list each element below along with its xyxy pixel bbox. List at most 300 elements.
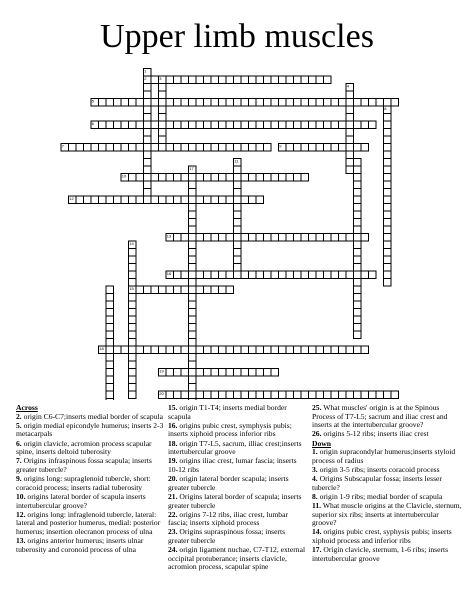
grid-cell[interactable] bbox=[151, 196, 159, 204]
grid-cell[interactable] bbox=[129, 391, 137, 399]
grid-cell[interactable] bbox=[189, 279, 197, 287]
grid-cell[interactable] bbox=[219, 196, 227, 204]
grid-cell[interactable] bbox=[144, 181, 152, 189]
grid-cell[interactable] bbox=[241, 234, 249, 242]
grid-cell[interactable] bbox=[181, 76, 189, 84]
grid-cell[interactable] bbox=[166, 369, 174, 377]
grid-cell[interactable] bbox=[189, 384, 197, 392]
grid-cell[interactable] bbox=[249, 144, 257, 152]
grid-cell[interactable] bbox=[264, 99, 272, 107]
grid-cell[interactable] bbox=[159, 136, 167, 144]
grid-cell[interactable] bbox=[204, 271, 212, 279]
grid-cell[interactable] bbox=[264, 144, 272, 152]
grid-cell[interactable] bbox=[354, 294, 362, 302]
grid-cell[interactable] bbox=[384, 166, 392, 174]
grid-cell[interactable] bbox=[384, 234, 392, 242]
grid-cell[interactable] bbox=[384, 189, 392, 197]
grid-cell[interactable] bbox=[159, 144, 167, 152]
grid-cell[interactable] bbox=[189, 121, 197, 129]
grid-cell[interactable] bbox=[129, 309, 137, 317]
grid-cell[interactable] bbox=[279, 174, 287, 182]
grid-cell[interactable] bbox=[211, 196, 219, 204]
grid-cell[interactable] bbox=[241, 196, 249, 204]
grid-cell[interactable] bbox=[376, 391, 384, 399]
grid-cell[interactable] bbox=[234, 249, 242, 257]
grid-cell[interactable] bbox=[339, 271, 347, 279]
grid-cell[interactable] bbox=[121, 196, 129, 204]
grid-cell[interactable] bbox=[151, 286, 159, 294]
grid-cell[interactable] bbox=[159, 99, 167, 107]
grid-cell[interactable] bbox=[159, 121, 167, 129]
grid-cell[interactable] bbox=[286, 76, 294, 84]
grid-cell[interactable] bbox=[234, 196, 242, 204]
grid-cell[interactable] bbox=[181, 346, 189, 354]
grid-cell[interactable] bbox=[159, 196, 167, 204]
grid-cell[interactable] bbox=[309, 144, 317, 152]
grid-cell[interactable] bbox=[159, 174, 167, 182]
grid-cell[interactable] bbox=[301, 144, 309, 152]
grid-cell[interactable] bbox=[354, 196, 362, 204]
grid-cell[interactable] bbox=[354, 181, 362, 189]
grid-cell[interactable] bbox=[159, 106, 167, 114]
grid-cell[interactable] bbox=[391, 391, 399, 399]
grid-cell[interactable] bbox=[129, 316, 137, 324]
grid-cell[interactable] bbox=[301, 76, 309, 84]
grid-cell[interactable] bbox=[189, 204, 197, 212]
grid-cell[interactable] bbox=[189, 226, 197, 234]
grid-cell[interactable] bbox=[354, 99, 362, 107]
grid-cell[interactable] bbox=[129, 256, 137, 264]
grid-cell[interactable] bbox=[249, 369, 257, 377]
grid-cell[interactable] bbox=[354, 121, 362, 129]
grid-cell[interactable] bbox=[354, 174, 362, 182]
grid-cell[interactable] bbox=[189, 339, 197, 347]
grid-cell[interactable] bbox=[159, 114, 167, 122]
grid-cell[interactable] bbox=[189, 361, 197, 369]
grid-cell[interactable] bbox=[361, 234, 369, 242]
grid-cell[interactable] bbox=[106, 196, 114, 204]
grid-cell[interactable] bbox=[286, 99, 294, 107]
grid-cell[interactable] bbox=[181, 174, 189, 182]
grid-cell[interactable] bbox=[294, 174, 302, 182]
grid-cell[interactable] bbox=[219, 99, 227, 107]
grid-cell[interactable] bbox=[339, 144, 347, 152]
grid-cell[interactable] bbox=[324, 234, 332, 242]
grid-cell[interactable] bbox=[211, 76, 219, 84]
grid-cell[interactable] bbox=[354, 219, 362, 227]
grid-cell[interactable] bbox=[361, 121, 369, 129]
grid-cell[interactable] bbox=[219, 234, 227, 242]
grid-cell[interactable] bbox=[354, 391, 362, 399]
grid-cell[interactable] bbox=[346, 99, 354, 107]
grid-cell[interactable] bbox=[196, 271, 204, 279]
grid-cell[interactable] bbox=[151, 121, 159, 129]
grid-cell[interactable] bbox=[234, 234, 242, 242]
grid-cell[interactable] bbox=[234, 271, 242, 279]
grid-cell[interactable] bbox=[159, 91, 167, 99]
grid-cell[interactable] bbox=[286, 271, 294, 279]
grid-cell[interactable] bbox=[144, 144, 152, 152]
grid-cell[interactable] bbox=[106, 339, 114, 347]
grid-cell[interactable] bbox=[241, 271, 249, 279]
grid-cell[interactable] bbox=[309, 234, 317, 242]
grid-cell[interactable] bbox=[181, 286, 189, 294]
grid-cell[interactable] bbox=[204, 346, 212, 354]
grid-cell[interactable] bbox=[234, 369, 242, 377]
grid-cell[interactable] bbox=[391, 99, 399, 107]
grid-cell[interactable] bbox=[286, 174, 294, 182]
grid-cell[interactable] bbox=[384, 151, 392, 159]
grid-cell[interactable] bbox=[369, 121, 377, 129]
grid-cell[interactable] bbox=[136, 144, 144, 152]
grid-cell[interactable] bbox=[301, 174, 309, 182]
grid-cell[interactable] bbox=[189, 324, 197, 332]
grid-cell[interactable] bbox=[189, 331, 197, 339]
grid-cell[interactable] bbox=[99, 196, 107, 204]
grid-cell[interactable] bbox=[189, 211, 197, 219]
grid-cell[interactable] bbox=[181, 369, 189, 377]
grid-cell[interactable] bbox=[204, 369, 212, 377]
grid-cell[interactable] bbox=[301, 121, 309, 129]
grid-cell[interactable] bbox=[271, 271, 279, 279]
grid-cell[interactable] bbox=[279, 121, 287, 129]
grid-cell[interactable] bbox=[384, 249, 392, 257]
grid-cell[interactable] bbox=[234, 256, 242, 264]
grid-cell[interactable] bbox=[106, 121, 114, 129]
grid-cell[interactable] bbox=[144, 99, 152, 107]
grid-cell[interactable] bbox=[384, 144, 392, 152]
grid-cell[interactable] bbox=[264, 121, 272, 129]
grid-cell[interactable] bbox=[144, 106, 152, 114]
grid-cell[interactable] bbox=[264, 369, 272, 377]
grid-cell[interactable] bbox=[84, 196, 92, 204]
grid-cell[interactable] bbox=[189, 196, 197, 204]
grid-cell[interactable] bbox=[129, 369, 137, 377]
grid-cell[interactable] bbox=[354, 249, 362, 257]
grid-cell[interactable] bbox=[189, 249, 197, 257]
grid-cell[interactable] bbox=[301, 271, 309, 279]
grid-cell[interactable] bbox=[106, 294, 114, 302]
grid-cell[interactable] bbox=[249, 174, 257, 182]
grid-cell[interactable] bbox=[144, 196, 152, 204]
grid-cell[interactable] bbox=[354, 346, 362, 354]
grid-cell[interactable] bbox=[204, 76, 212, 84]
grid-cell[interactable] bbox=[301, 391, 309, 399]
grid-cell[interactable] bbox=[294, 391, 302, 399]
grid-cell[interactable] bbox=[354, 159, 362, 167]
grid-cell[interactable] bbox=[196, 369, 204, 377]
grid-cell[interactable] bbox=[129, 174, 137, 182]
grid-cell[interactable] bbox=[151, 99, 159, 107]
grid-cell[interactable] bbox=[196, 121, 204, 129]
grid-cell[interactable] bbox=[151, 76, 159, 84]
grid-cell[interactable] bbox=[354, 189, 362, 197]
grid-cell[interactable] bbox=[129, 294, 137, 302]
grid-cell[interactable] bbox=[384, 121, 392, 129]
grid-cell[interactable] bbox=[234, 226, 242, 234]
grid-cell[interactable] bbox=[354, 301, 362, 309]
grid-cell[interactable] bbox=[234, 264, 242, 272]
grid-cell[interactable] bbox=[324, 99, 332, 107]
grid-cell[interactable] bbox=[226, 76, 234, 84]
grid-cell[interactable] bbox=[264, 174, 272, 182]
grid-cell[interactable] bbox=[384, 241, 392, 249]
grid-cell[interactable] bbox=[384, 129, 392, 137]
grid-cell[interactable] bbox=[196, 346, 204, 354]
grid-cell[interactable] bbox=[226, 121, 234, 129]
grid-cell[interactable] bbox=[174, 76, 182, 84]
grid-cell[interactable] bbox=[211, 391, 219, 399]
grid-cell[interactable] bbox=[316, 391, 324, 399]
grid-cell[interactable] bbox=[121, 121, 129, 129]
grid-cell[interactable] bbox=[144, 129, 152, 137]
grid-cell[interactable] bbox=[129, 249, 137, 257]
grid-cell[interactable] bbox=[354, 234, 362, 242]
grid-cell[interactable] bbox=[346, 91, 354, 99]
grid-cell[interactable] bbox=[151, 346, 159, 354]
grid-cell[interactable] bbox=[249, 391, 257, 399]
grid-cell[interactable] bbox=[196, 391, 204, 399]
grid-cell[interactable] bbox=[361, 391, 369, 399]
grid-cell[interactable] bbox=[354, 241, 362, 249]
grid-cell[interactable] bbox=[241, 99, 249, 107]
grid-cell[interactable] bbox=[211, 174, 219, 182]
grid-cell[interactable] bbox=[196, 76, 204, 84]
grid-cell[interactable] bbox=[234, 219, 242, 227]
grid-cell[interactable] bbox=[189, 354, 197, 362]
grid-cell[interactable] bbox=[196, 286, 204, 294]
grid-cell[interactable] bbox=[166, 99, 174, 107]
grid-cell[interactable] bbox=[384, 391, 392, 399]
grid-cell[interactable] bbox=[189, 144, 197, 152]
grid-cell[interactable] bbox=[384, 174, 392, 182]
grid-cell[interactable] bbox=[166, 174, 174, 182]
grid-cell[interactable] bbox=[106, 399, 114, 401]
grid-cell[interactable] bbox=[219, 76, 227, 84]
grid-cell[interactable] bbox=[309, 346, 317, 354]
grid-cell[interactable] bbox=[189, 316, 197, 324]
grid-cell[interactable] bbox=[106, 144, 114, 152]
grid-cell[interactable] bbox=[166, 144, 174, 152]
grid-cell[interactable] bbox=[106, 391, 114, 399]
grid-cell[interactable] bbox=[346, 159, 354, 167]
grid-cell[interactable] bbox=[144, 346, 152, 354]
grid-cell[interactable] bbox=[189, 309, 197, 317]
grid-cell[interactable] bbox=[114, 121, 122, 129]
grid-cell[interactable] bbox=[129, 354, 137, 362]
grid-cell[interactable] bbox=[129, 121, 137, 129]
grid-cell[interactable] bbox=[174, 196, 182, 204]
grid-cell[interactable] bbox=[309, 99, 317, 107]
grid-cell[interactable] bbox=[211, 346, 219, 354]
grid-cell[interactable] bbox=[271, 76, 279, 84]
grid-cell[interactable] bbox=[219, 286, 227, 294]
grid-cell[interactable] bbox=[106, 301, 114, 309]
grid-cell[interactable] bbox=[361, 271, 369, 279]
grid-cell[interactable] bbox=[324, 391, 332, 399]
grid-cell[interactable] bbox=[271, 391, 279, 399]
grid-cell[interactable] bbox=[316, 346, 324, 354]
grid-cell[interactable] bbox=[144, 189, 152, 197]
grid-cell[interactable] bbox=[196, 234, 204, 242]
grid-cell[interactable] bbox=[129, 196, 137, 204]
grid-cell[interactable] bbox=[271, 369, 279, 377]
grid-cell[interactable] bbox=[204, 286, 212, 294]
grid-cell[interactable] bbox=[234, 166, 242, 174]
grid-cell[interactable] bbox=[159, 129, 167, 137]
grid-cell[interactable] bbox=[331, 346, 339, 354]
grid-cell[interactable] bbox=[324, 76, 332, 84]
grid-cell[interactable] bbox=[129, 144, 137, 152]
grid-cell[interactable] bbox=[294, 144, 302, 152]
grid-cell[interactable] bbox=[339, 121, 347, 129]
grid-cell[interactable] bbox=[234, 346, 242, 354]
grid-cell[interactable] bbox=[234, 99, 242, 107]
grid-cell[interactable] bbox=[346, 234, 354, 242]
grid-cell[interactable] bbox=[279, 391, 287, 399]
grid-cell[interactable] bbox=[354, 324, 362, 332]
grid-cell[interactable] bbox=[354, 271, 362, 279]
grid-cell[interactable] bbox=[211, 286, 219, 294]
grid-cell[interactable] bbox=[144, 174, 152, 182]
grid-cell[interactable] bbox=[136, 121, 144, 129]
grid-cell[interactable] bbox=[316, 144, 324, 152]
grid-cell[interactable] bbox=[129, 264, 137, 272]
grid-cell[interactable] bbox=[219, 121, 227, 129]
grid-cell[interactable] bbox=[384, 114, 392, 122]
grid-cell[interactable] bbox=[174, 234, 182, 242]
grid-cell[interactable] bbox=[384, 136, 392, 144]
grid-cell[interactable] bbox=[114, 196, 122, 204]
grid-cell[interactable] bbox=[354, 309, 362, 317]
grid-cell[interactable] bbox=[189, 241, 197, 249]
grid-cell[interactable] bbox=[174, 121, 182, 129]
grid-cell[interactable] bbox=[189, 99, 197, 107]
grid-cell[interactable] bbox=[339, 391, 347, 399]
grid-cell[interactable] bbox=[189, 346, 197, 354]
grid-cell[interactable] bbox=[234, 211, 242, 219]
grid-cell[interactable] bbox=[129, 99, 137, 107]
grid-cell[interactable] bbox=[181, 99, 189, 107]
grid-cell[interactable] bbox=[256, 271, 264, 279]
grid-cell[interactable] bbox=[256, 391, 264, 399]
grid-cell[interactable] bbox=[256, 369, 264, 377]
grid-cell[interactable] bbox=[264, 234, 272, 242]
grid-cell[interactable] bbox=[219, 144, 227, 152]
grid-cell[interactable] bbox=[181, 144, 189, 152]
grid-cell[interactable] bbox=[331, 99, 339, 107]
grid-cell[interactable] bbox=[189, 399, 197, 401]
grid-cell[interactable] bbox=[129, 331, 137, 339]
grid-cell[interactable] bbox=[159, 84, 167, 92]
grid-cell[interactable] bbox=[129, 301, 137, 309]
grid-cell[interactable] bbox=[174, 144, 182, 152]
grid-cell[interactable] bbox=[204, 391, 212, 399]
grid-cell[interactable] bbox=[316, 99, 324, 107]
grid-cell[interactable] bbox=[279, 234, 287, 242]
grid-cell[interactable] bbox=[189, 76, 197, 84]
grid-cell[interactable] bbox=[151, 144, 159, 152]
grid-cell[interactable] bbox=[189, 271, 197, 279]
grid-cell[interactable] bbox=[354, 316, 362, 324]
grid-cell[interactable] bbox=[234, 121, 242, 129]
grid-cell[interactable] bbox=[354, 264, 362, 272]
grid-cell[interactable] bbox=[241, 391, 249, 399]
grid-cell[interactable] bbox=[204, 196, 212, 204]
grid-cell[interactable] bbox=[324, 144, 332, 152]
grid-cell[interactable] bbox=[211, 271, 219, 279]
grid-cell[interactable] bbox=[346, 144, 354, 152]
grid-cell[interactable] bbox=[361, 346, 369, 354]
grid-cell[interactable] bbox=[234, 391, 242, 399]
grid-cell[interactable] bbox=[196, 196, 204, 204]
grid-cell[interactable] bbox=[144, 286, 152, 294]
grid-cell[interactable] bbox=[226, 271, 234, 279]
grid-cell[interactable] bbox=[189, 286, 197, 294]
grid-cell[interactable] bbox=[256, 346, 264, 354]
grid-cell[interactable] bbox=[316, 271, 324, 279]
grid-cell[interactable] bbox=[361, 99, 369, 107]
grid-cell[interactable] bbox=[99, 121, 107, 129]
grid-cell[interactable] bbox=[249, 271, 257, 279]
grid-cell[interactable] bbox=[181, 271, 189, 279]
grid-cell[interactable] bbox=[271, 99, 279, 107]
grid-cell[interactable] bbox=[249, 121, 257, 129]
grid-cell[interactable] bbox=[211, 144, 219, 152]
grid-cell[interactable] bbox=[189, 264, 197, 272]
grid-cell[interactable] bbox=[166, 391, 174, 399]
grid-cell[interactable] bbox=[226, 234, 234, 242]
grid-cell[interactable] bbox=[234, 204, 242, 212]
grid-cell[interactable] bbox=[106, 316, 114, 324]
grid-cell[interactable] bbox=[384, 264, 392, 272]
grid-cell[interactable] bbox=[271, 174, 279, 182]
grid-cell[interactable] bbox=[324, 121, 332, 129]
grid-cell[interactable] bbox=[204, 174, 212, 182]
grid-cell[interactable] bbox=[226, 144, 234, 152]
grid-cell[interactable] bbox=[331, 144, 339, 152]
grid-cell[interactable] bbox=[384, 159, 392, 167]
grid-cell[interactable] bbox=[226, 99, 234, 107]
grid-cell[interactable] bbox=[316, 234, 324, 242]
grid-cell[interactable] bbox=[189, 189, 197, 197]
grid-cell[interactable] bbox=[264, 271, 272, 279]
grid-cell[interactable] bbox=[256, 99, 264, 107]
grid-cell[interactable] bbox=[144, 91, 152, 99]
grid-cell[interactable] bbox=[144, 151, 152, 159]
grid-cell[interactable] bbox=[166, 76, 174, 84]
grid-cell[interactable] bbox=[331, 234, 339, 242]
grid-cell[interactable] bbox=[226, 286, 234, 294]
grid-cell[interactable] bbox=[129, 271, 137, 279]
grid-cell[interactable] bbox=[384, 256, 392, 264]
grid-cell[interactable] bbox=[189, 376, 197, 384]
grid-cell[interactable] bbox=[219, 271, 227, 279]
grid-cell[interactable] bbox=[144, 121, 152, 129]
grid-cell[interactable] bbox=[256, 196, 264, 204]
grid-cell[interactable] bbox=[129, 339, 137, 347]
grid-cell[interactable] bbox=[174, 99, 182, 107]
grid-cell[interactable] bbox=[106, 369, 114, 377]
grid-cell[interactable] bbox=[136, 346, 144, 354]
grid-cell[interactable] bbox=[369, 271, 377, 279]
grid-cell[interactable] bbox=[189, 369, 197, 377]
grid-cell[interactable] bbox=[256, 144, 264, 152]
grid-cell[interactable] bbox=[121, 99, 129, 107]
grid-cell[interactable] bbox=[279, 99, 287, 107]
grid-cell[interactable] bbox=[309, 121, 317, 129]
grid-cell[interactable] bbox=[316, 121, 324, 129]
